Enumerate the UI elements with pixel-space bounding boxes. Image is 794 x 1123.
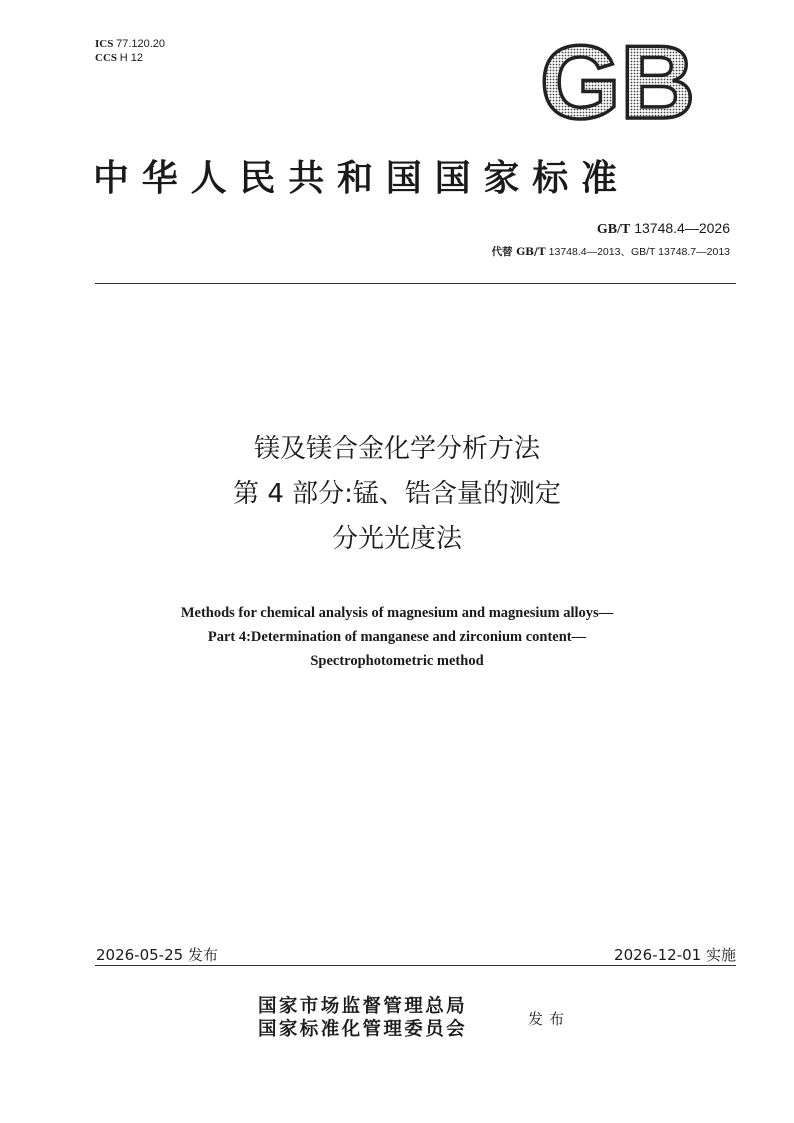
bottom-divider	[95, 965, 736, 966]
gb-logo-text: GB	[540, 42, 695, 123]
title-cn-line-1: 镁及镁合金化学分析方法	[253, 434, 540, 464]
ccs-value: H 12	[119, 52, 144, 64]
replaces-note	[492, 244, 730, 259]
classification-codes	[95, 37, 165, 65]
implementation-date: 2026-12-01 实施	[614, 946, 736, 964]
gb-logo	[540, 42, 695, 123]
ccs-code	[95, 51, 165, 65]
issuer-line-1: 国家市场监督管理总局	[258, 996, 468, 1017]
replaces-prefix: 代替 GB/T	[491, 246, 546, 258]
title-chinese	[0, 427, 794, 562]
standard-number	[597, 220, 730, 238]
standard-number-value: 13748.4—2026	[634, 220, 730, 236]
ics-label: ICS	[95, 38, 114, 50]
issuing-authorities	[258, 995, 467, 1041]
title-en-line-3: Spectrophotometric method	[310, 653, 484, 669]
national-standard-title: 中华人民共和国国家标准	[93, 157, 630, 199]
title-en-line-1: Methods for chemical analysis of magnesium and magnesium alloys—	[180, 605, 614, 621]
title-cn-line-2: 第 4 部分:锰、锆含量的测定	[233, 479, 561, 509]
standard-number-prefix: GB/T	[596, 222, 631, 237]
ccs-label: CCS	[95, 52, 118, 64]
top-divider	[95, 283, 736, 284]
replaces-value: 13748.4—2013、GB/T 13748.7—2013	[548, 246, 730, 258]
issuer-line-2: 国家标准化管理委员会	[258, 1019, 468, 1040]
title-cn-line-3: 分光光度法	[331, 524, 462, 554]
title-en-line-2: Part 4:Determination of manganese and zirconium content—	[207, 629, 587, 645]
publish-label: 发布	[528, 1010, 571, 1028]
title-english	[0, 601, 794, 673]
ics-value: 77.120.20	[116, 38, 166, 50]
issue-date: 2026-05-25 发布	[96, 946, 218, 964]
ics-code	[95, 37, 165, 51]
